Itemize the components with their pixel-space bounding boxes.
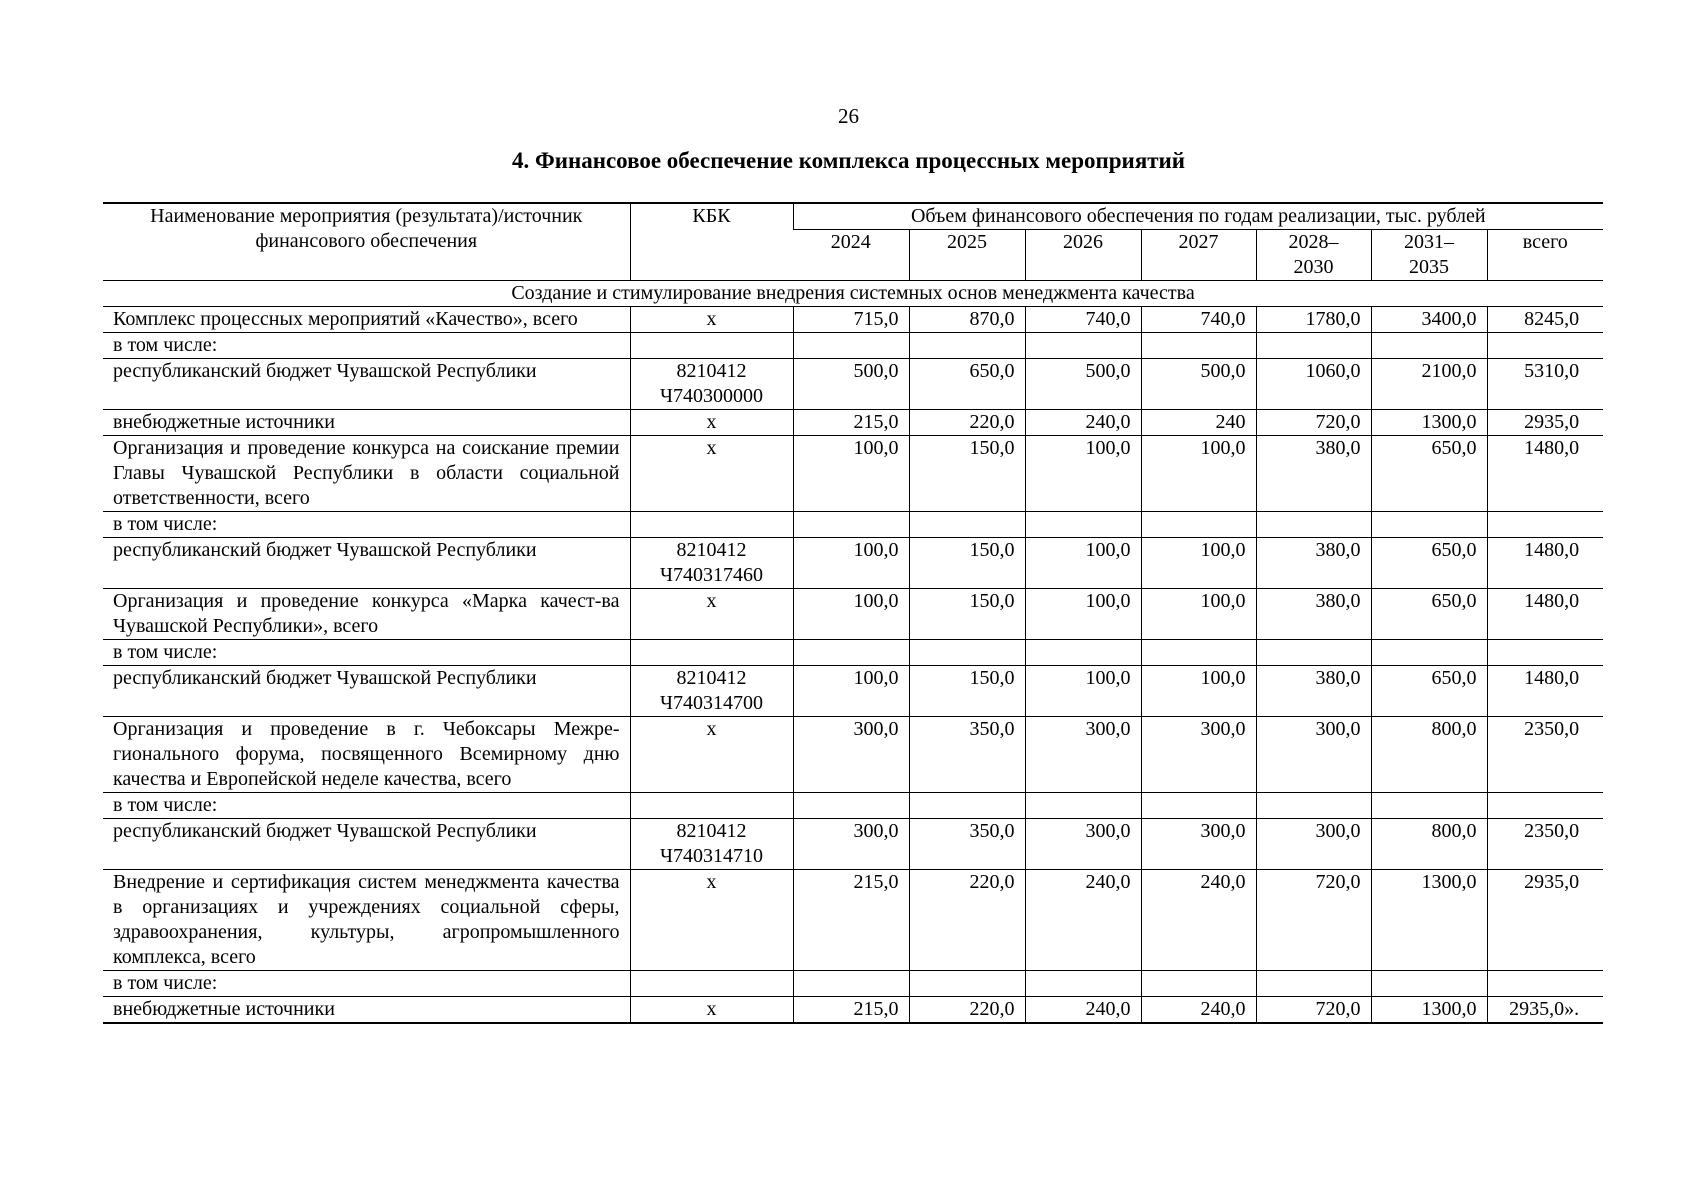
row-value: 240,0 [1141,870,1256,971]
row-value [909,512,1025,538]
row-value: 100,0 [1025,436,1141,512]
row-value [1141,512,1256,538]
row-name: республиканский бюджет Чувашской Республики [103,819,630,870]
row-name: Комплекс процессных мероприятий «Качество», всего [103,307,630,333]
row-total: 2350,0 [1487,717,1603,793]
row-kbk [630,333,793,359]
row-kbk: х [630,307,793,333]
row-total: 2935,0 [1487,410,1603,436]
header-year: 2025 [909,230,1025,281]
header-year: 2027 [1141,230,1256,281]
row-value [1141,640,1256,666]
row-value [1025,333,1141,359]
row-value [1025,793,1141,819]
row-name: внебюджетные источники [103,410,630,436]
row-total: 1480,0 [1487,589,1603,640]
row-value: 240 [1141,410,1256,436]
row-value [1025,640,1141,666]
row-value [1141,793,1256,819]
row-value [909,640,1025,666]
row-kbk: 8210412 Ч740314710 [630,819,793,870]
row-value: 380,0 [1256,538,1371,589]
row-value [909,333,1025,359]
row-value: 300,0 [1025,819,1141,870]
row-value: 215,0 [793,870,909,971]
row-value [1256,512,1371,538]
row-name: в том числе: [103,971,630,997]
row-value: 100,0 [1025,666,1141,717]
row-name: в том числе: [103,640,630,666]
header-name: Наименование мероприятия (результата)/источник финансового обеспечения [103,203,630,281]
row-name: республиканский бюджет Чувашской Республики [103,359,630,410]
row-total [1487,512,1603,538]
header-year: 2026 [1025,230,1141,281]
table-row [103,640,1603,666]
table-row [103,717,1603,793]
section-title: 4. Финансовое обеспечение комплекса процессных мероприятий [511,148,1186,173]
row-value [793,793,909,819]
financing-table [103,202,1603,1024]
row-value [1371,971,1487,997]
table-row [103,307,1603,333]
table-row [103,512,1603,538]
row-value: 350,0 [909,819,1025,870]
row-value: 650,0 [1371,589,1487,640]
row-value: 150,0 [909,666,1025,717]
table-row [103,589,1603,640]
row-kbk: х [630,717,793,793]
section-row: Создание и стимулирование внедрения системных основ менеджмента качества [103,281,1603,307]
row-name: Внедрение и сертификация систем менеджмента качества в организациях и учреждениях социальной сферы, здравоохранения, культуры, агропромышленного комплекса, всего [103,870,630,971]
row-value [1141,971,1256,997]
row-value: 650,0 [1371,666,1487,717]
row-value: 800,0 [1371,717,1487,793]
row-value: 100,0 [793,436,909,512]
row-value: 350,0 [909,717,1025,793]
row-total [1487,333,1603,359]
row-value: 300,0 [793,819,909,870]
row-name: республиканский бюджет Чувашской Республики [103,538,630,589]
table-row [103,436,1603,512]
row-value: 100,0 [793,589,909,640]
row-value: 100,0 [793,538,909,589]
row-value: 800,0 [1371,819,1487,870]
row-value: 740,0 [1025,307,1141,333]
row-value [1371,333,1487,359]
header-year: 2031– 2035 [1371,230,1487,281]
row-value: 300,0 [1256,819,1371,870]
row-kbk: х [630,870,793,971]
row-kbk [630,971,793,997]
row-kbk: 8210412 Ч740317460 [630,538,793,589]
table-row [103,971,1603,997]
row-value: 220,0 [909,997,1025,1024]
row-total [1487,971,1603,997]
row-value: 300,0 [1025,717,1141,793]
row-value: 150,0 [909,538,1025,589]
row-value: 650,0 [1371,436,1487,512]
row-value [793,512,909,538]
row-value: 715,0 [793,307,909,333]
row-value [1256,793,1371,819]
row-name: Организация и проведение конкурса «Марка качест-ва Чувашской Республики», всего [103,589,630,640]
row-total [1487,640,1603,666]
row-total: 1480,0 [1487,666,1603,717]
row-value: 215,0 [793,997,909,1024]
row-value: 220,0 [909,410,1025,436]
row-value [909,971,1025,997]
row-kbk [630,793,793,819]
row-value: 720,0 [1256,870,1371,971]
row-value: 870,0 [909,307,1025,333]
row-value: 1300,0 [1371,410,1487,436]
row-value: 380,0 [1256,589,1371,640]
row-value: 500,0 [1025,359,1141,410]
row-value: 100,0 [1025,589,1141,640]
row-kbk: 8210412 Ч740300000 [630,359,793,410]
row-value [793,971,909,997]
row-total: 5310,0 [1487,359,1603,410]
row-value: 150,0 [909,589,1025,640]
row-value: 300,0 [793,717,909,793]
row-value: 650,0 [1371,538,1487,589]
row-value: 2100,0 [1371,359,1487,410]
table-row [103,870,1603,971]
row-name: Организация и проведение конкурса на соискание премии Главы Чувашской Республики в области социальной ответственности, всего [103,436,630,512]
row-value [909,793,1025,819]
row-total [1487,793,1603,819]
row-name: внебюджетные источники [103,997,630,1024]
row-kbk: х [630,589,793,640]
row-value [1141,333,1256,359]
row-value: 240,0 [1141,997,1256,1024]
table-row [103,333,1603,359]
table-row [103,997,1603,1024]
row-value: 1300,0 [1371,870,1487,971]
row-value [793,640,909,666]
table-row [103,793,1603,819]
row-value: 650,0 [909,359,1025,410]
row-name: Организация и проведение в г. Чебоксары Межрегионального форума, посвященного Всемирному дню качества и Европейской неделе качества, всего [103,717,630,793]
row-name: республиканский бюджет Чувашской Республики [103,666,630,717]
row-value: 1780,0 [1256,307,1371,333]
row-value [1256,971,1371,997]
row-value: 150,0 [909,436,1025,512]
row-value: 220,0 [909,870,1025,971]
row-value: 740,0 [1141,307,1256,333]
row-value: 380,0 [1256,666,1371,717]
row-value: 500,0 [1141,359,1256,410]
table-row [103,666,1603,717]
row-value: 300,0 [1141,717,1256,793]
row-total: 2935,0». [1487,997,1603,1024]
row-value [1371,512,1487,538]
row-value [1371,793,1487,819]
page-number: 26 [838,104,859,128]
row-value: 100,0 [1141,538,1256,589]
header-kbk: КБК [630,203,793,281]
row-value [1371,640,1487,666]
row-value: 215,0 [793,410,909,436]
row-total: 2350,0 [1487,819,1603,870]
row-name: в том числе: [103,512,630,538]
row-name: в том числе: [103,793,630,819]
row-value [1025,971,1141,997]
header-total: всего [1487,230,1603,281]
table-row [103,819,1603,870]
row-value: 1060,0 [1256,359,1371,410]
row-kbk [630,512,793,538]
row-value: 100,0 [1141,589,1256,640]
row-value: 500,0 [793,359,909,410]
row-kbk: 8210412 Ч740314700 [630,666,793,717]
row-value: 240,0 [1025,870,1141,971]
row-value: 100,0 [1141,666,1256,717]
row-value [793,333,909,359]
row-value [1025,512,1141,538]
row-value: 380,0 [1256,436,1371,512]
header-year: 2024 [793,230,909,281]
row-value: 3400,0 [1371,307,1487,333]
row-value: 720,0 [1256,410,1371,436]
row-value: 240,0 [1025,997,1141,1024]
row-value: 240,0 [1025,410,1141,436]
row-value: 100,0 [793,666,909,717]
row-value [1256,640,1371,666]
row-total: 1480,0 [1487,538,1603,589]
header-year: 2028– 2030 [1256,230,1371,281]
row-value: 1300,0 [1371,997,1487,1024]
table-row [103,538,1603,589]
row-value [1256,333,1371,359]
row-total: 8245,0 [1487,307,1603,333]
row-kbk [630,640,793,666]
row-kbk: х [630,997,793,1024]
row-value: 100,0 [1025,538,1141,589]
row-value: 100,0 [1141,436,1256,512]
header-volume: Объем финансового обеспечения по годам реализации, тыс. рублей [793,203,1603,230]
row-value: 300,0 [1141,819,1256,870]
row-total: 2935,0 [1487,870,1603,971]
row-kbk: х [630,410,793,436]
row-value: 720,0 [1256,997,1371,1024]
row-value: 300,0 [1256,717,1371,793]
row-total: 1480,0 [1487,436,1603,512]
row-kbk: х [630,436,793,512]
table-row [103,410,1603,436]
table-row [103,359,1603,410]
row-name: в том числе: [103,333,630,359]
